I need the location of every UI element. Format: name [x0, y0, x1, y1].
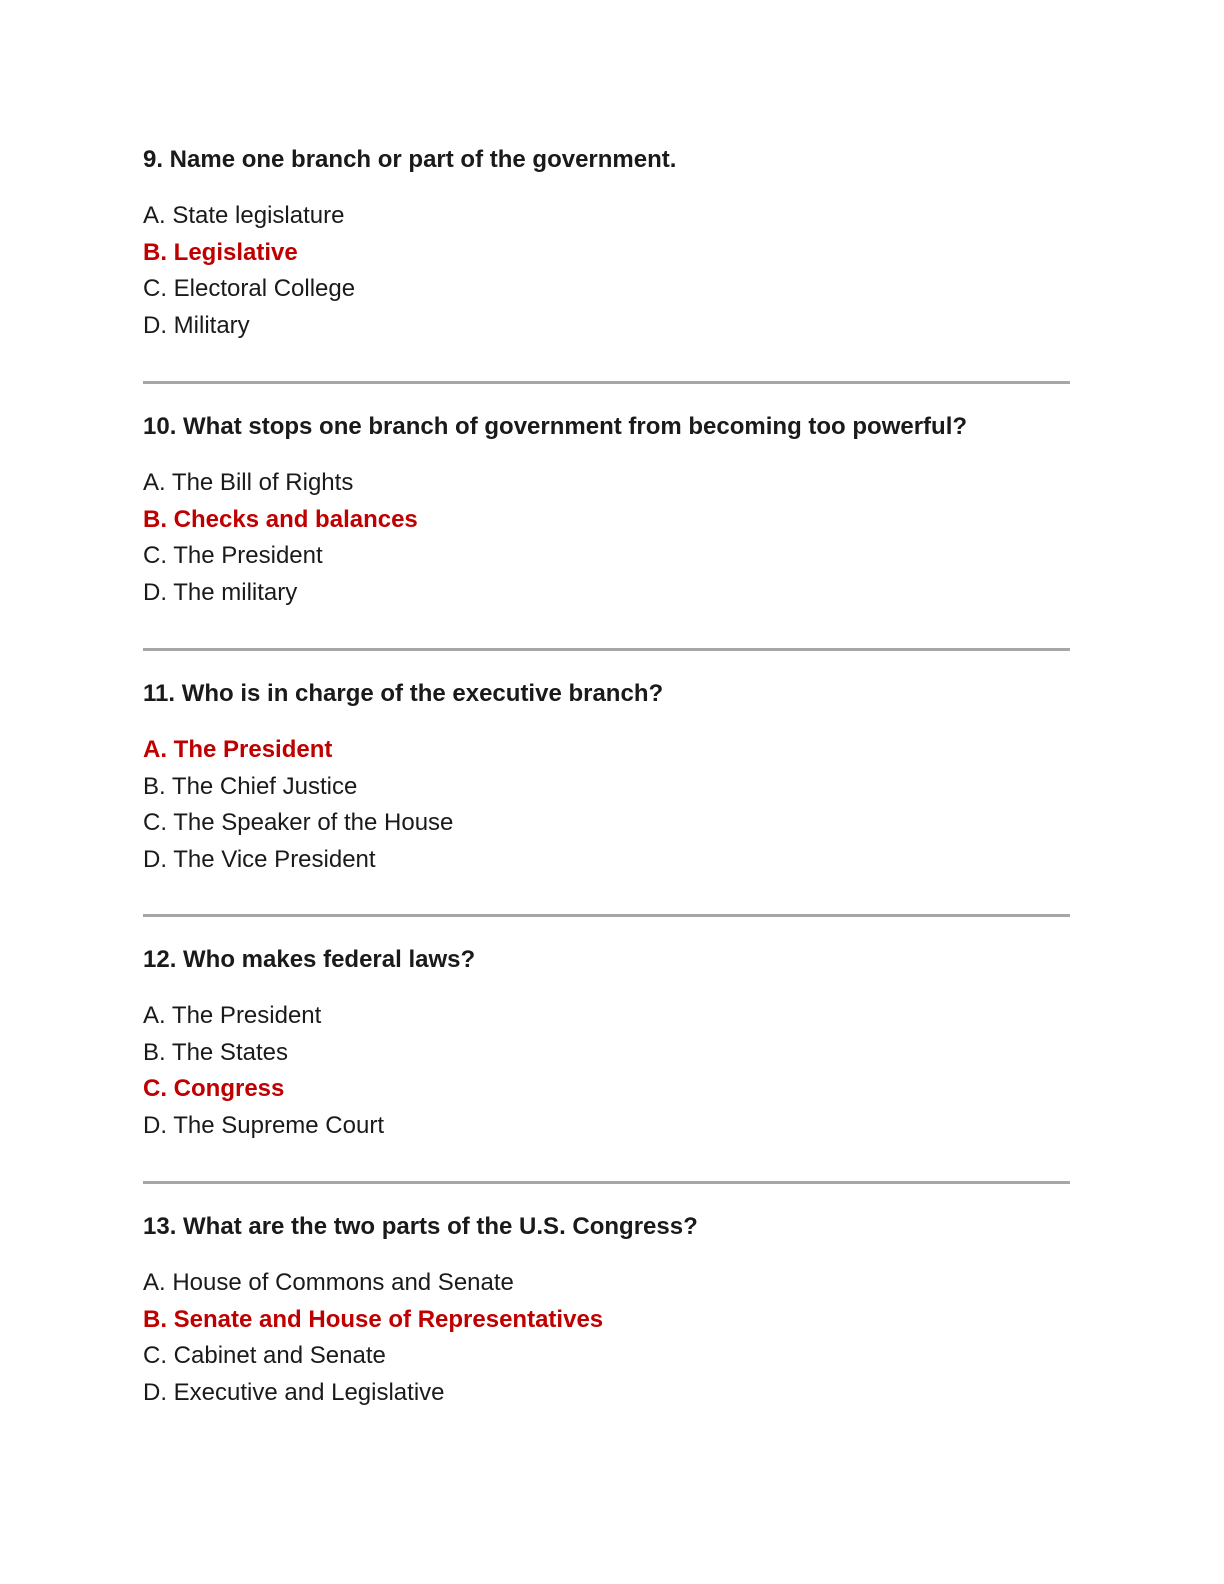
option-b: B. Checks and balances	[143, 505, 418, 533]
question-title: 9. Name one branch or part of the government.	[143, 146, 677, 173]
divider	[143, 648, 1070, 651]
options-list	[143, 732, 1073, 879]
divider	[143, 914, 1070, 917]
question-title: 12. Who makes federal laws?	[143, 946, 476, 973]
option-d: D. The military	[143, 579, 298, 607]
options-list	[143, 198, 1073, 345]
divider	[143, 1181, 1070, 1184]
question-block	[143, 1213, 1073, 1412]
question-block	[143, 946, 1073, 1145]
option-b: B. Legislative	[143, 238, 298, 266]
option-d: D. Military	[143, 312, 250, 340]
option-c: C. The Speaker of the House	[143, 809, 454, 837]
option-a: A. The President	[143, 736, 333, 763]
option-d: D. The Supreme Court	[143, 1112, 384, 1140]
question-title: 13. What are the two parts of the U.S. Congress?	[143, 1213, 698, 1240]
question-block	[143, 680, 1073, 879]
option-c: C. The President	[143, 542, 323, 570]
options-list	[143, 998, 1073, 1145]
option-a: A. The President	[143, 1002, 322, 1029]
option-d: D. Executive and Legislative	[143, 1379, 445, 1407]
option-a: A. State legislature	[143, 202, 345, 229]
option-c: C. Electoral College	[143, 275, 356, 303]
option-b: B. Senate and House of Representatives	[143, 1305, 604, 1333]
option-b: B. The States	[143, 1038, 288, 1066]
question-block	[143, 146, 1073, 345]
question-block	[143, 413, 1073, 612]
option-c: C. Cabinet and Senate	[143, 1342, 386, 1370]
divider	[143, 381, 1070, 384]
options-list	[143, 465, 1073, 612]
question-title: 11. Who is in charge of the executive branch?	[143, 680, 664, 707]
option-b: B. The Chief Justice	[143, 772, 358, 800]
question-title: 10. What stops one branch of government from becoming too powerful?	[143, 413, 968, 440]
option-a: A. House of Commons and Senate	[143, 1269, 514, 1296]
option-a: A. The Bill of Rights	[143, 469, 354, 496]
option-c: C. Congress	[143, 1075, 285, 1103]
options-list	[143, 1265, 1073, 1412]
option-d: D. The Vice President	[143, 846, 376, 874]
